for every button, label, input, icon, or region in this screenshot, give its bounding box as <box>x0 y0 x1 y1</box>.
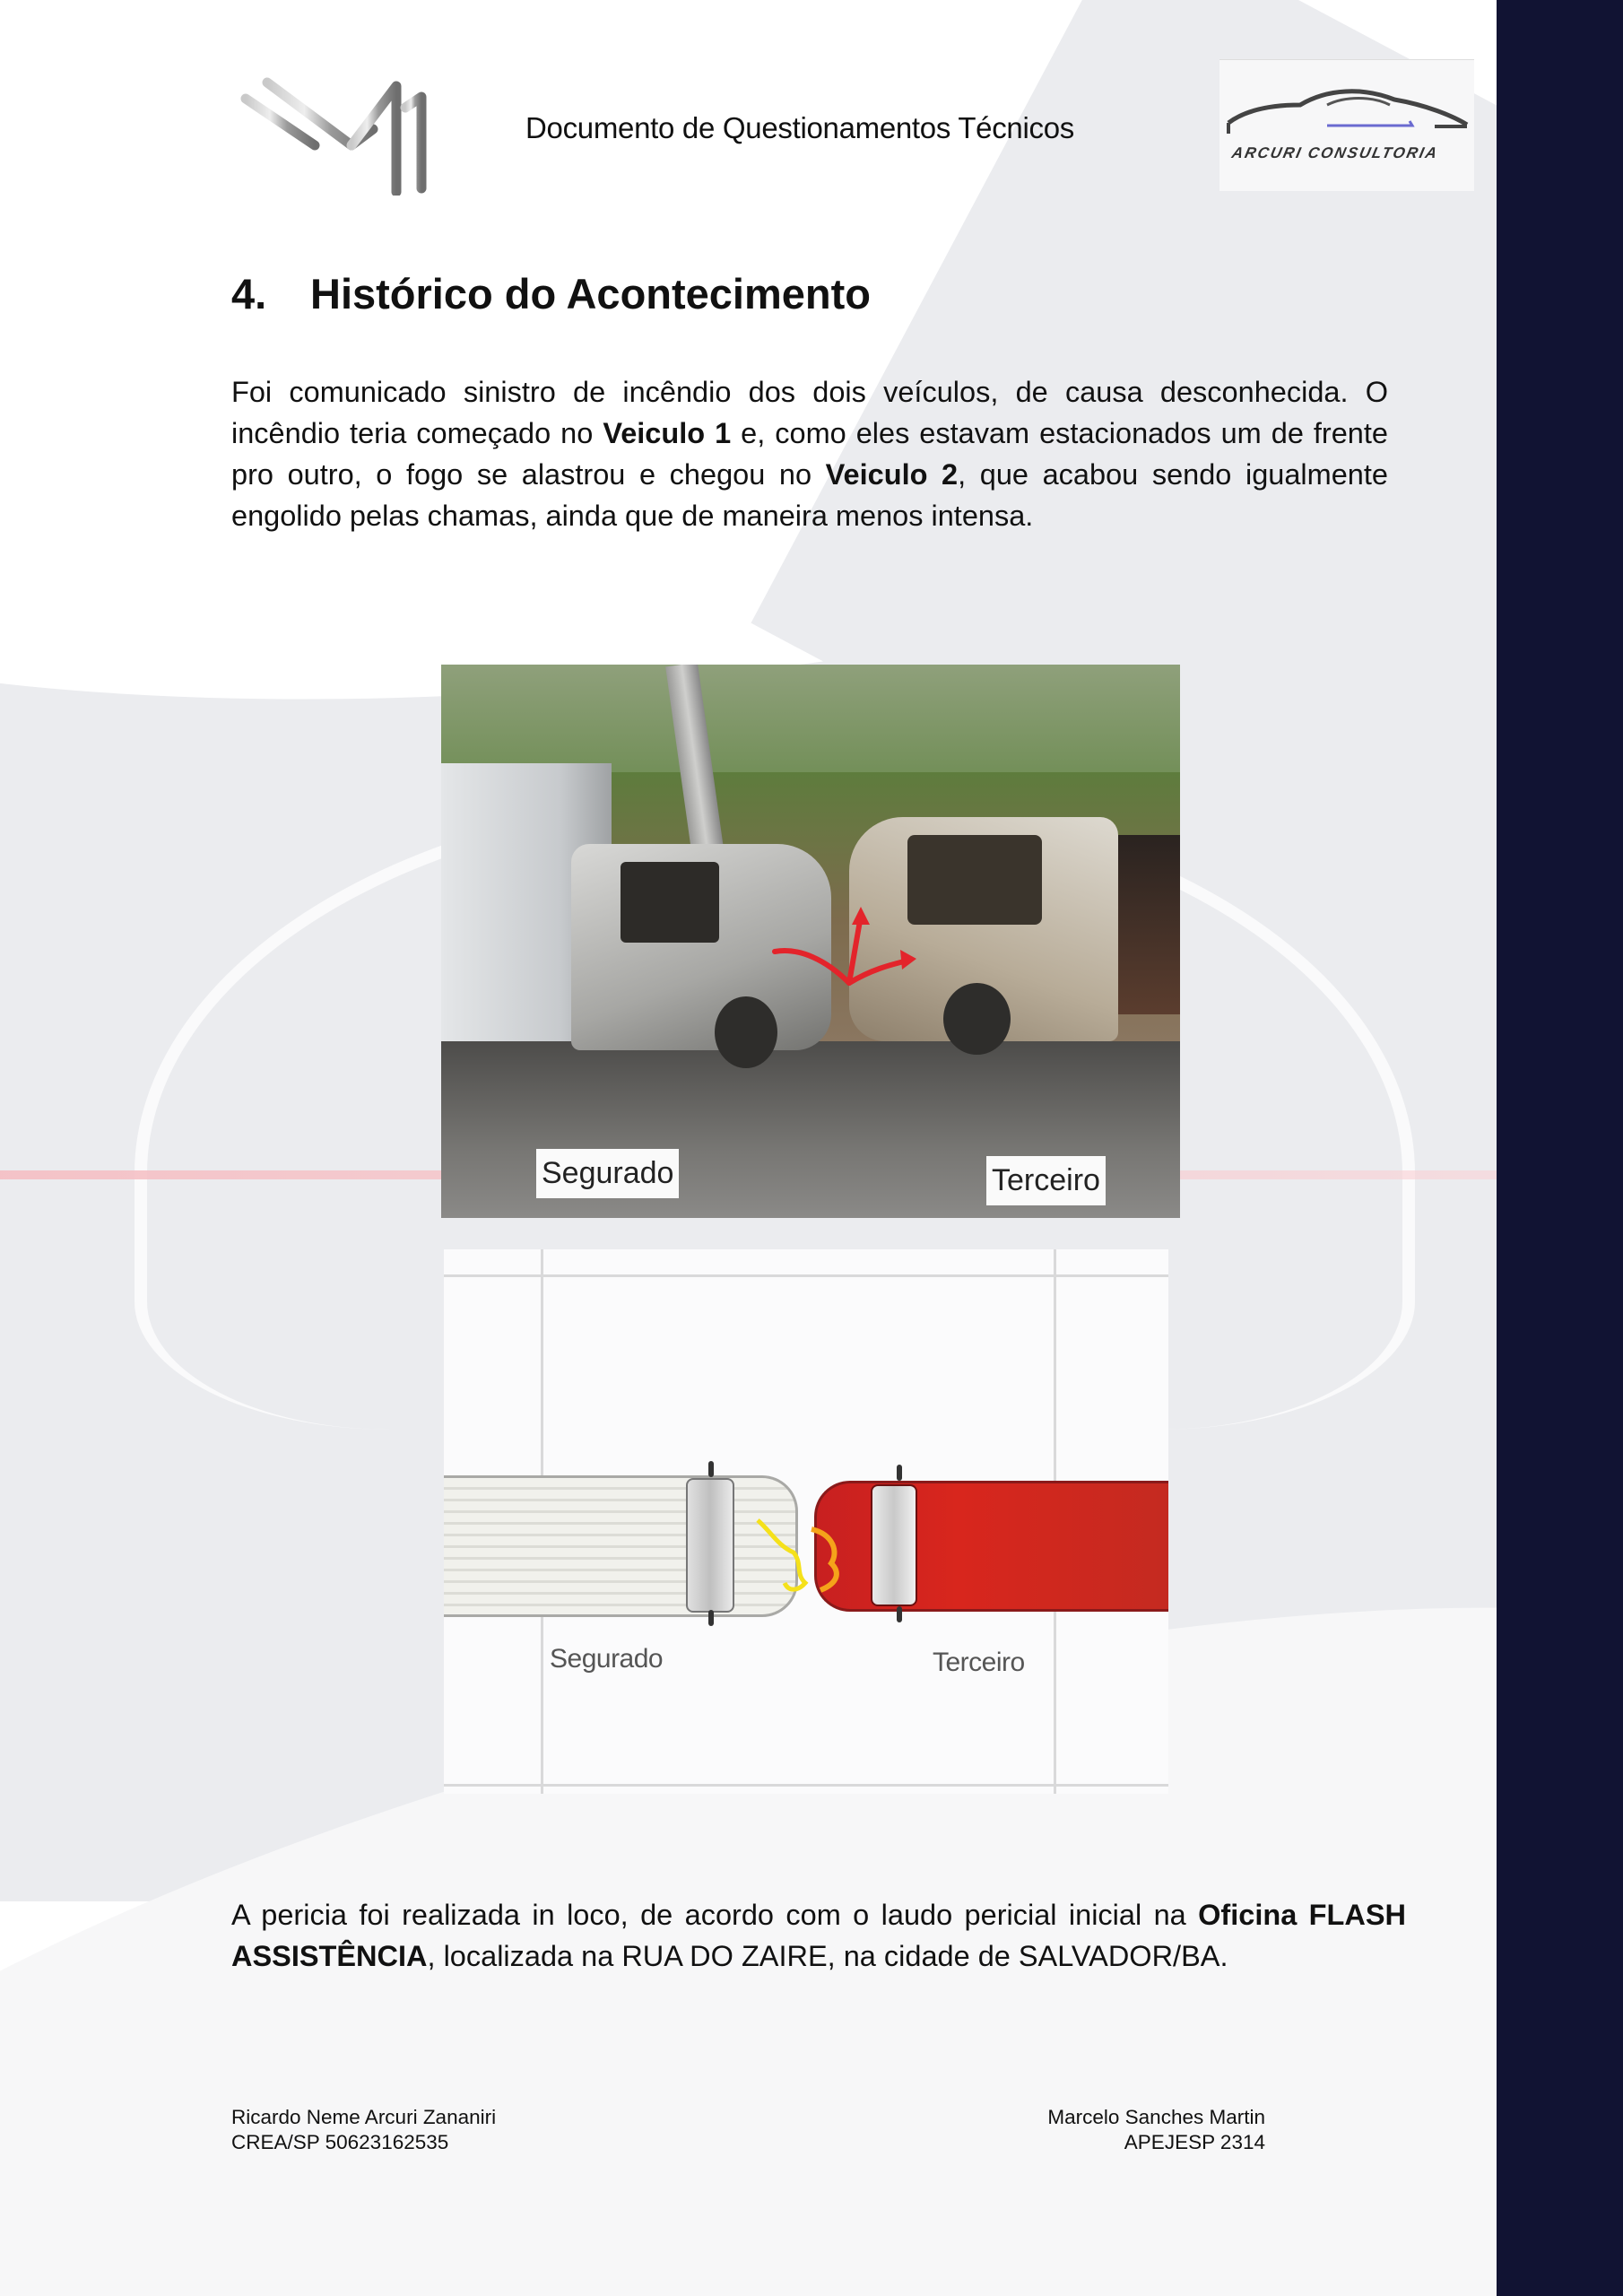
paragraph-inspection-location <box>231 1894 1406 1977</box>
signatory-name: Marcelo Sanches Martin <box>1047 2106 1265 2128</box>
footer-signatory-left <box>231 2105 496 2155</box>
right-side-band <box>1497 0 1623 2296</box>
section-title-text: Histórico do Acontecimento <box>310 270 871 317</box>
photo-label-terceiro: Terceiro <box>986 1156 1106 1205</box>
car-silhouette-icon <box>1219 69 1474 150</box>
paragraph-incident-description <box>231 371 1388 536</box>
paragraph-text: Foi comunicado sinistro de incêndio dos dois veículos, de causa desconhecida. O incêndio teria começado no <box>231 376 1388 449</box>
vehicle-2-label: Veiculo 2 <box>825 458 959 491</box>
signatory-registration: CREA/SP 50623162535 <box>231 2131 449 2153</box>
photo-label-segurado: Segurado <box>536 1149 679 1198</box>
signatory-name: Ricardo Neme Arcuri Zananiri <box>231 2106 497 2128</box>
workshop-name: Oficina FLASH ASSISTÊNCIA <box>231 1899 1406 1972</box>
flame-icon <box>444 1249 1168 1794</box>
diagram-label-terceiro: Terceiro <box>933 1648 1025 1677</box>
vehicle-position-diagram <box>444 1249 1168 1794</box>
burned-trucks-photo <box>441 665 1180 1218</box>
signatory-registration: APEJESP 2314 <box>1124 2131 1265 2153</box>
section-heading <box>231 269 871 318</box>
paragraph-text: , localizada na RUA DO ZAIRE, na cidade de SALVADOR/BA. <box>427 1940 1228 1972</box>
paragraph-text: A pericia foi realizada in loco, de acordo com o laudo pericial inicial na <box>231 1899 1199 1931</box>
vehicle-1-label: Veiculo 1 <box>603 417 732 449</box>
diagram-label-segurado: Segurado <box>550 1644 664 1674</box>
fire-spread-arrows-icon <box>441 665 1180 1218</box>
section-number: 4. <box>231 270 267 317</box>
paragraph-text: , que acabou sendo igualmente engolido pelas chamas, ainda que de maneira menos intensa. <box>231 458 1388 532</box>
paragraph-text: e, como eles estavam estacionados um de frente pro outro, o fogo se alastrou e chegou no <box>231 417 1388 491</box>
footer-signatory-right <box>1047 2105 1265 2155</box>
arcuri-logo <box>1219 59 1474 191</box>
mm-logo-icon <box>230 74 430 196</box>
header-title: Documento de Questionamentos Técnicos <box>525 111 1074 144</box>
arcuri-brand-text: ARCURI CONSULTORIA <box>1230 144 1441 161</box>
